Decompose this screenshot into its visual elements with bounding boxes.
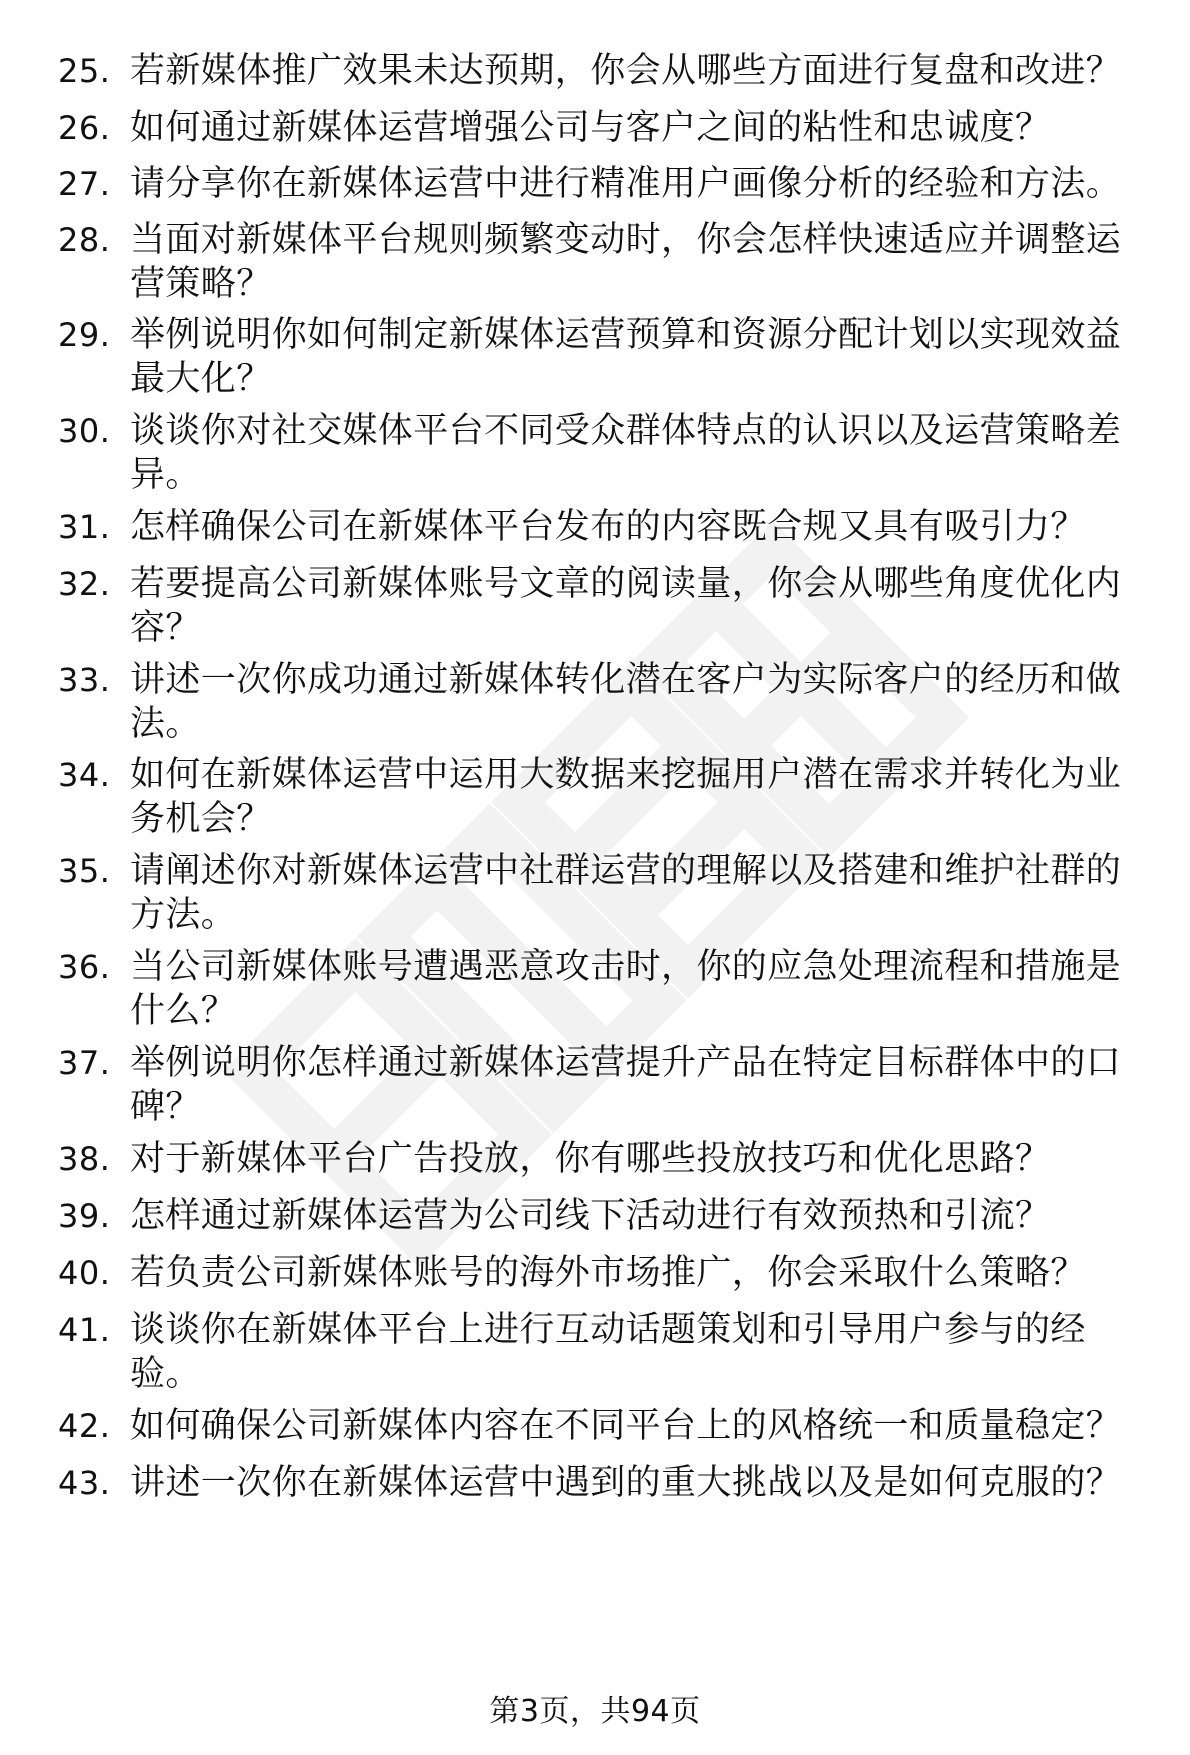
question-number: 27. [58, 165, 111, 203]
question-number: 32. [58, 565, 111, 603]
question-text: 如何在新媒体运营中运用大数据来挖掘用户潜在需求并转化为业务机会？ [130, 755, 1122, 839]
list-item [58, 945, 1150, 1033]
question-text: 若要提高公司新媒体账号文章的阅读量，你会从哪些角度优化内容？ [130, 564, 1122, 648]
question-number: 25. [58, 52, 111, 90]
list-item [58, 658, 1150, 746]
list-item [58, 562, 1150, 650]
question-number: 33. [58, 661, 111, 699]
list-item [58, 409, 1150, 497]
question-number: 29. [58, 316, 111, 354]
question-number: 28. [58, 221, 111, 259]
question-number: 43. [58, 1464, 111, 1502]
question-text: 举例说明你怎样通过新媒体运营提升产品在特定目标群体中的口碑？ [130, 1043, 1122, 1127]
question-text: 怎样通过新媒体运营为公司线下活动进行有效预热和引流？ [130, 1196, 1051, 1236]
question-text: 谈谈你在新媒体平台上进行互动话题策划和引导用户参与的经验。 [130, 1310, 1086, 1394]
question-text: 对于新媒体平台广告投放，你有哪些投放技巧和优化思路？ [130, 1139, 1051, 1179]
list-item [58, 753, 1150, 841]
list-item [58, 1251, 1150, 1295]
list-item [58, 1308, 1150, 1396]
list-item [58, 505, 1150, 549]
list-item [58, 218, 1150, 306]
question-text: 若新媒体推广效果未达预期，你会从哪些方面进行复盘和改进？ [130, 51, 1122, 91]
list-item [58, 1137, 1150, 1181]
question-number: 41. [58, 1311, 111, 1349]
question-text: 怎样确保公司在新媒体平台发布的内容既合规又具有吸引力？ [130, 507, 1086, 547]
question-number: 42. [58, 1407, 111, 1445]
list-item [58, 49, 1150, 93]
question-number: 31. [58, 508, 111, 546]
page-number-footer: 第3页，共94页 [489, 1694, 701, 1729]
list-item [58, 1041, 1150, 1129]
question-number: 38. [58, 1140, 111, 1178]
list-item [58, 1194, 1150, 1238]
question-number: 34. [58, 756, 111, 794]
question-number: 40. [58, 1254, 111, 1292]
question-number: 30. [58, 412, 111, 450]
list-item [58, 1404, 1150, 1448]
question-text: 讲述一次你成功通过新媒体转化潜在客户为实际客户的经历和做法。 [130, 660, 1122, 744]
list-item [58, 162, 1150, 206]
question-text: 请阐述你对新媒体运营中社群运营的理解以及搭建和维护社群的方法。 [130, 851, 1122, 935]
question-text: 举例说明你如何制定新媒体运营预算和资源分配计划以实现效益最大化？ [130, 315, 1122, 399]
question-text: 若负责公司新媒体账号的海外市场推广，你会采取什么策略？ [130, 1253, 1086, 1293]
question-text: 讲述一次你在新媒体运营中遇到的重大挑战以及是如何克服的？ [130, 1463, 1122, 1503]
question-text: 当公司新媒体账号遭遇恶意攻击时，你的应急处理流程和措施是什么？ [130, 947, 1122, 1031]
question-text: 如何确保公司新媒体内容在不同平台上的风格统一和质量稳定？ [130, 1406, 1122, 1446]
question-number: 36. [58, 948, 111, 986]
question-text: 当面对新媒体平台规则频繁变动时，你会怎样快速适应并调整运营策略？ [130, 220, 1122, 304]
question-number: 39. [58, 1197, 111, 1235]
question-number: 37. [58, 1044, 111, 1082]
question-number: 35. [58, 852, 111, 890]
list-item [58, 849, 1150, 937]
list-item [58, 106, 1150, 150]
question-number: 26. [58, 109, 111, 147]
list-item [58, 313, 1150, 401]
question-text: 如何通过新媒体运营增强公司与客户之间的粘性和忠诚度？ [130, 108, 1051, 148]
question-text: 谈谈你对社交媒体平台不同受众群体特点的认识以及运营策略差异。 [130, 411, 1122, 495]
question-text: 请分享你在新媒体运营中进行精准用户画像分析的经验和方法。 [130, 164, 1122, 204]
list-item [58, 1461, 1150, 1505]
